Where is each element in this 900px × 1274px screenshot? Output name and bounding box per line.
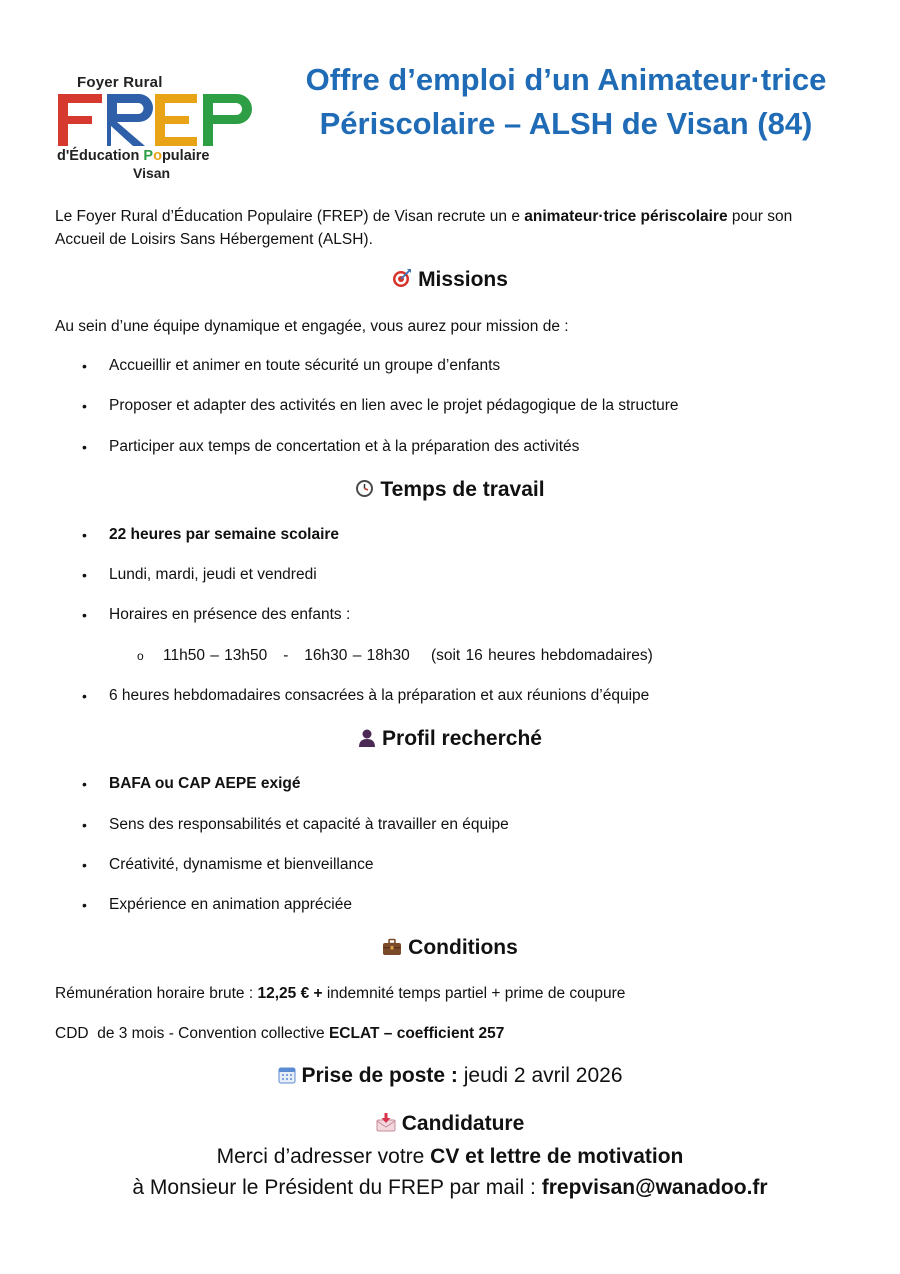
- candidature-line-2: à Monsieur le Président du FREP par mail : frepvisan@wanadoo.fr: [132, 1176, 768, 1199]
- inbox-icon: [376, 1112, 396, 1132]
- logo-top-text: Foyer Rural: [77, 74, 163, 91]
- clock-icon: [355, 479, 374, 498]
- conditions-heading: Conditions: [0, 936, 900, 960]
- page-title: [280, 58, 852, 146]
- frep-logo: [55, 74, 260, 182]
- logo-subtitle: d'Éducation Populaire: [57, 148, 210, 164]
- start-date: Prise de poste : jeudi 2 avril 2026: [0, 1064, 900, 1088]
- candidature-line-1: Merci d’adresser votre CV et lettre de motivation: [216, 1145, 684, 1168]
- candidature-heading: Candidature: [0, 1112, 900, 1136]
- person-icon: [358, 728, 376, 747]
- intro-paragraph: Le Foyer Rural d’Éducation Populaire (FREP) de Visan recrute un e animateur·trice périscolaire pour son Accueil de Loisirs Sans Hébergement (ALSH).: [55, 208, 793, 248]
- logo-letters-graphic: [55, 92, 260, 148]
- conditions-salary: Rémunération horaire brute : 12,25 € + indemnité temps partiel + prime de coupure: [55, 985, 626, 1002]
- job-offer-page: Foyer Rural d'Éducation Populaire Visan Offre d’emploi d’un Animateur·trice Périscolaire – ALSH de Visan (84) Le Foyer Rural d’Éducation Populaire (FREP) de Visan recrute un e animateur·trice périscolaire pour son Accueil de Loisirs Sans Hébergement (ALSH). Missions Au sein d’une équipe dynamique et engagée, vous aurez pour mission de : Accueillir et animer en toute sécurité un groupe d’enfants Proposer et adapter des activités en lien avec le projet pédagogique de la structure Participer aux temps de concertation et à la préparation des activités Temps de travail 22 heures par semaine scolaire Lundi, mardi, jeudi et vendredi Horaires en présence des enfants : o 11h50 – 13h50 - 16h30 – 18h30 (soit 16 heures hebdomadaires) 6 heures hebdomadaires consacrées à la préparation et aux réunions d’équipe Profil recherché BAFA ou CAP AEPE exigé Sens des responsabilités et capacité à travailler en équipe Créativité, dynamisme et bienveillance Expérience en animation appréciée Conditions Rémunération horaire brute : 12,25 € + indemnité temps partiel + prime de coupure CDD de 3 mois - Convention collective ECLAT – coefficient 257 Prise de poste : jeudi 2 avril 2026 Candidature Merci d’adresser votre CV et lettre de motivation à Monsieur le Président du FREP par mail : frepvisan@wanadoo.fr: [0, 0, 900, 1274]
- temps-heading: Temps de travail: [0, 478, 900, 502]
- logo-town: Visan: [133, 165, 171, 181]
- missions-lead: Au sein d’une équipe dynamique et engagée, vous aurez pour mission de :: [55, 318, 569, 335]
- title-line-1: Offre d’emploi d’un Animateur·trice: [305, 62, 827, 97]
- conditions-contract: CDD de 3 mois - Convention collective ECLAT – coefficient 257: [55, 1025, 505, 1042]
- title-line-2: Périscolaire – ALSH de Visan (84): [319, 106, 813, 141]
- missions-heading: Missions: [0, 268, 900, 292]
- profil-heading: Profil recherché: [0, 727, 900, 751]
- contact-email[interactable]: frepvisan@wanadoo.fr: [541, 1176, 768, 1199]
- calendar-icon: [278, 1066, 296, 1084]
- target-icon: [392, 268, 412, 288]
- briefcase-icon: [382, 938, 402, 956]
